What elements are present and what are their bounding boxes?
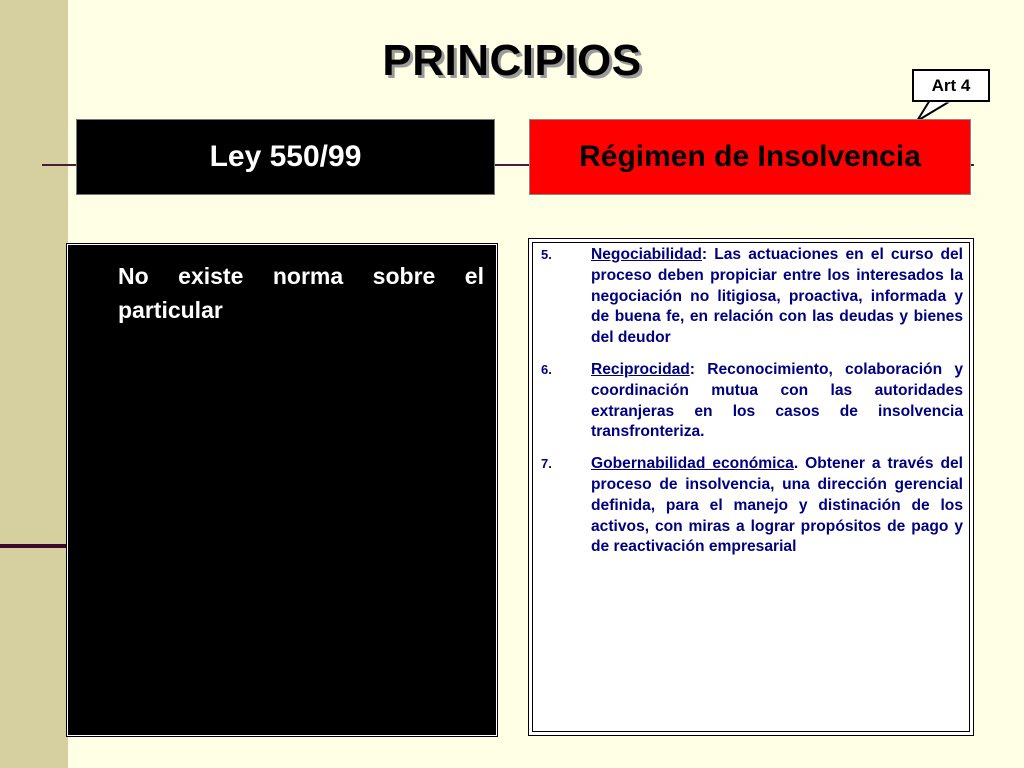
- item-number: 6.: [541, 361, 552, 377]
- principles-list: [541, 245, 963, 569]
- list-item: [541, 245, 963, 349]
- side-rule: [0, 544, 68, 548]
- item-separator: :: [701, 246, 708, 263]
- item-text: Obtener a través del proceso de insolvencia, una dirección gerencial definida, para el manejo y distinación de los activos, con miras a lograr propósitos de pago y de reactivación empresarial: [591, 455, 963, 556]
- left-panel: [67, 244, 497, 736]
- item-text: Las actuaciones en el curso del proceso deben propiciar entre los interesados la negociación no litigiosa, proactiva, informada y de buena fe, en relación con las deudas y bienes del deudor: [591, 246, 963, 347]
- item-term: Reciprocidad: [591, 360, 690, 378]
- item-term: Gobernabilidad económica: [591, 455, 794, 473]
- list-item: [541, 360, 963, 443]
- slide-title: PRINCIPIOS: [382, 36, 642, 85]
- article-callout: Art 4: [912, 69, 990, 102]
- header-regimen-insolvencia: Régimen de Insolvencia: [529, 119, 971, 195]
- item-number: 7.: [541, 456, 552, 472]
- item-text: Reconocimiento, colaboración y coordinación mutua con las autoridades extranjeras en los casos de insolvencia transfronteriza.: [591, 360, 963, 441]
- header-rule-middle: [494, 164, 530, 166]
- item-number: 5.: [541, 247, 552, 262]
- header-rule-left: [42, 164, 78, 166]
- side-band: [0, 0, 68, 768]
- item-term: Negociabilidad: [591, 246, 702, 263]
- right-panel: [528, 238, 974, 736]
- header-ley-550: Ley 550/99: [76, 119, 495, 195]
- item-separator: :: [689, 360, 695, 378]
- list-item: [541, 454, 963, 558]
- item-separator: .: [793, 455, 799, 473]
- left-panel-text: No existe norma sobre el particular: [118, 263, 484, 323]
